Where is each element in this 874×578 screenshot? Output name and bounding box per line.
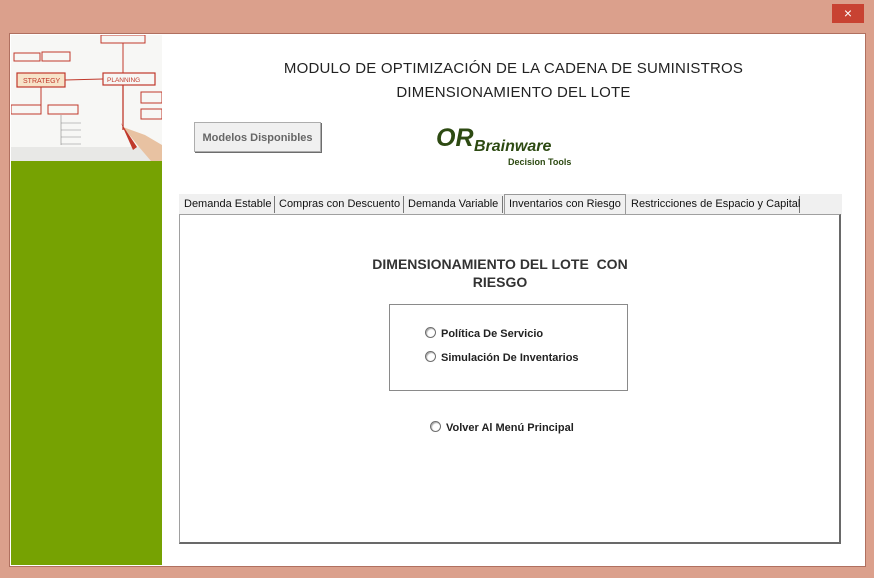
radio-simulacion-de-inventarios[interactable] [425,351,579,365]
radio-volver-menu-principal[interactable] [430,421,574,435]
logo-or-text: OR [436,124,474,152]
panel-title-line1: DIMENSIONAMIENTO DEL LOTE CON [372,256,628,272]
main-content [162,34,865,566]
close-icon[interactable]: × [843,5,853,21]
logo-brand-text: Brainware [474,138,552,155]
panel-title [335,255,665,291]
tab-compras-con-descuento[interactable]: Compras con Descuento [275,196,404,213]
sidebar-image [11,35,162,161]
radio-label-volver[interactable]: Volver Al Menú Principal [446,422,574,434]
image-label-strategy: STRATEGY [23,78,61,85]
panel-title-line2: RIESGO [472,274,528,290]
radio-label-politica[interactable]: Política De Servicio [441,328,544,340]
form-client-area [9,33,866,567]
image-label-planning: PLANNING [107,77,141,84]
models-available-button[interactable]: Modelos Disponibles [194,122,321,152]
module-subtitle: DIMENSIONAMIENTO DEL LOTE [396,84,631,101]
radio-circle-icon[interactable] [425,351,436,362]
options-groupbox [389,304,628,391]
tab-restricciones-espacio-capital[interactable]: Restricciones de Espacio y Capital [627,196,800,213]
module-title: MODULO DE OPTIMIZACIÓN DE LA CADENA DE SUMINISTROS [283,60,744,77]
tab-inventarios-con-riesgo[interactable]: Inventarios con Riesgo [504,194,626,214]
tab-panel-inventarios-con-riesgo [179,214,841,544]
radio-circle-icon[interactable] [430,421,441,432]
tab-demanda-variable[interactable]: Demanda Variable [404,196,503,213]
or-brainware-logo [436,124,596,174]
logo-tagline: Decision Tools [508,157,572,167]
close-button[interactable] [832,4,864,23]
tab-strip [179,194,842,215]
strategy-planning-illustration [11,35,162,161]
tab-demanda-estable[interactable]: Demanda Estable [180,196,275,213]
radio-politica-de-servicio[interactable] [425,327,543,341]
radio-circle-icon[interactable] [425,327,436,338]
sidebar-panel [11,161,162,565]
radio-label-simulacion[interactable]: Simulación De Inventarios [441,352,579,364]
